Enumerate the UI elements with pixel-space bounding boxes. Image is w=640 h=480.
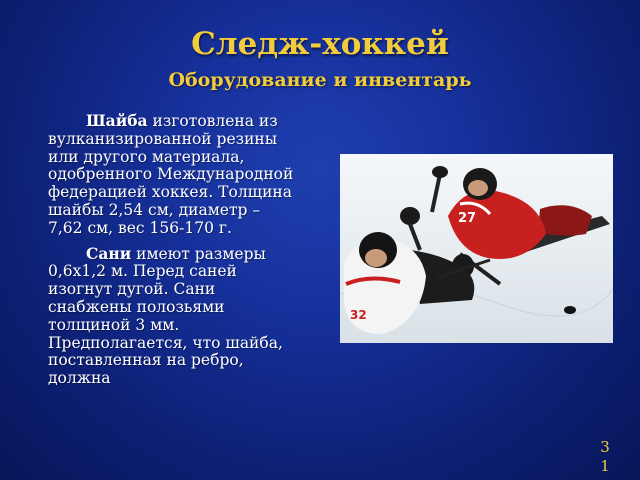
page-number: 31 xyxy=(600,438,610,475)
sledge-hockey-photo xyxy=(340,154,613,343)
paragraph-puck-text: изготовлена из вулканизированной резины или другого материала, одобренного Международной федерацией хоккея. Толщина шайбы 2,54 см, диаметр – 7,62 см, вес 156-170 г. xyxy=(48,112,294,237)
red-player-glove xyxy=(432,166,448,178)
white-jersey-number: 32 xyxy=(350,308,367,322)
red-player-face xyxy=(468,180,488,196)
paragraph-sled xyxy=(48,245,298,388)
white-player-face xyxy=(365,249,387,267)
puck xyxy=(564,306,576,314)
paragraph-puck xyxy=(48,112,298,238)
photo-illustration xyxy=(340,154,613,343)
slide-title: Следж-хоккей xyxy=(191,26,449,62)
body-text xyxy=(48,112,298,388)
white-player-glove xyxy=(400,207,420,225)
paragraph-sled-text: имеют размеры 0,6x1,2 м. Перед саней изогнут дугой. Сани снабжены полозьями толщиной 3 мм. Предполагается, что шайба, поставленная на ребро, должна xyxy=(48,244,283,388)
red-jersey-number: 27 xyxy=(458,211,477,226)
term-sled: Сани xyxy=(86,243,132,263)
slide-subtitle: Оборудование и инвентарь xyxy=(168,69,472,91)
term-puck: Шайба xyxy=(86,111,148,130)
